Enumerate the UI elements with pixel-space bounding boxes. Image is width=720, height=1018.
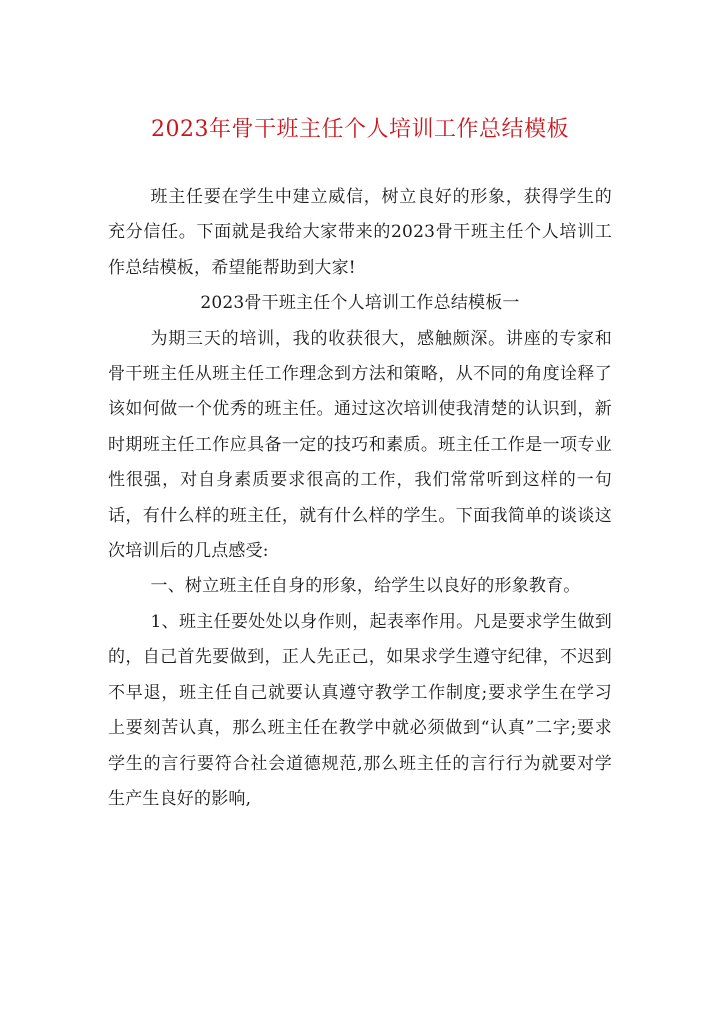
document-title: 2023年骨干班主任个人培训工作总结模板 — [151, 117, 569, 142]
intro-paragraph: 班主任要在学生中建立威信，树立良好的形象，获得学生的充分信任。下面就是我给大家带来的2023骨干班主任个人培训工作总结模板，希望能帮助到大家! — [108, 187, 612, 278]
point-1-heading: 一、树立班主任自身的形象，给学生以良好的形象教育。 — [150, 576, 581, 597]
point-1-item-1: 1、班主任要处处以身作则，起表率作用。凡是要求学生做到的，自己首先要做到，正人先正己，如果求学生遵守纪律，不迟到不早退，班主任自己就要认真遵守教学工作制度;要求学生在学习上要刻苦认真，那么班主任在教学中就必须做到“认真”二字;要求学生的言行要符合社会道德规范,那么班主任的言行行为就要对学生产生良好的影响, — [108, 611, 612, 809]
section-heading: 2023骨干班主任个人培训工作总结模板一 — [200, 293, 520, 314]
document-body — [108, 180, 612, 817]
body-paragraph-1: 为期三天的培训，我的收获很大，感触颇深。讲座的专家和骨干班主任从班主任工作理念到方法和策略，从不同的角度诠释了该如何做一个优秀的班主任。通过这次培训使我清楚的认识到，新时期班主任工作应具备一定的技巧和素质。班主任工作是一项专业性很强，对自身素质要求很高的工作，我们常常听到这样的一句话，有什么样的班主任，就有什么样的学生。下面我简单的谈谈这次培训后的几点感受: — [108, 328, 612, 562]
